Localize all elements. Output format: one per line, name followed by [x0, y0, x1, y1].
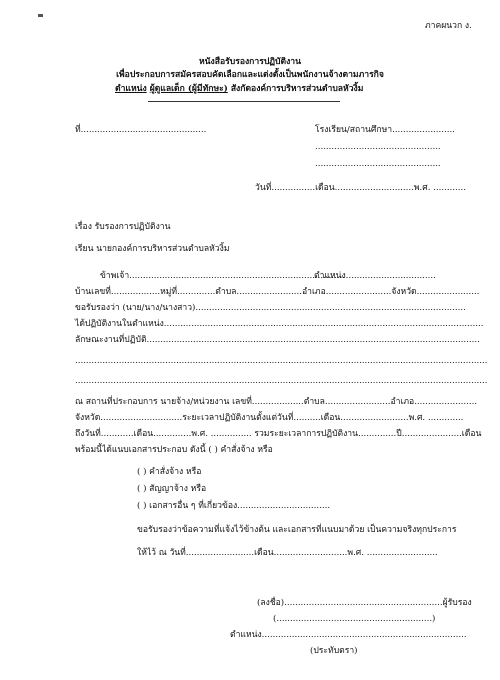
body-line-4: ได้ปฏิบัติงานในตำแหน่ง..................................................................................................................... [75, 319, 484, 329]
body-line-11: พร้อมนี้ได้แนบเอกสารประกอบ ดังนี้ ( ) คำสั่งจ้าง หรือ [75, 445, 273, 455]
letter-date: วันที่................เดือน.............................พ.ศ. ............ [255, 183, 466, 193]
signer-position: ตำแหน่ง........................................................................... [230, 630, 467, 640]
scan-mark [38, 14, 43, 17]
body-line-7: ....................................................................................................................................................... [75, 376, 488, 386]
signature-line: (ลงชื่อ)..........................................................ผู้รับรอง [257, 598, 472, 608]
body-line-6: ....................................................................................................................................................... [75, 356, 488, 366]
org-name: สังกัดองค์การบริหารส่วนตำบลหัวงิ้ม [230, 84, 364, 94]
position-value: ผู้ดูแลเด็ก (ผู้มีทักษะ) [149, 84, 228, 94]
position-label: ตำแหน่ง [115, 84, 147, 94]
body-line-3: ขอรับรองว่า (นาย/นาง/นางสาว)................................................................................................... [75, 303, 466, 313]
address-blank-1: .............................................. [315, 142, 441, 152]
official-stamp-label: (ประทับตรา) [310, 646, 358, 656]
certify-statement: ขอรับรองว่าข้อความที่แจ้งไว้ข้างต้น และเอกสารที่แนบมาด้วย เป็นความจริงทุกประการ [137, 525, 457, 535]
attachment-contract-checkbox[interactable]: ( ) สัญญาจ้าง หรือ [137, 484, 207, 494]
address-at: ที่.............................................. [75, 125, 207, 135]
document-subtitle: เพื่อประกอบการสมัครสอบคัดเลือกและแต่งตั้งเป็นพนักงานจ้างตามภารกิจ [116, 70, 384, 80]
document-title: หนังสือรับรองการปฏิบัติงาน [199, 57, 301, 67]
attachment-order-checkbox[interactable]: ( ) คำสั่งจ้าง หรือ [137, 467, 202, 477]
body-line-10: ถึงวันที่............เดือน..............พ.ศ. ............... รวมระยะเวลาการปฏิบัติงาน..............ปี......................เดือน [75, 429, 482, 439]
body-line-2: บ้านเลขที่..................หมู่ที่..............ตำบล........................อำเภอ........................จังหวัด....................... [75, 287, 480, 297]
address-blank-2: .............................................. [315, 159, 441, 169]
appendix-label: ภาคผนวก ง. [425, 21, 472, 31]
body-line-9: จังหวัด..............................ระยะเวลาปฏิบัติงานตั้งแต่วันที่..........เดือน.........................พ.ศ. ............. [75, 413, 464, 423]
address-school: โรงเรียน/สถานศึกษา....................... [315, 125, 455, 135]
body-line-1a: ข้าพเจ้า............................................................................... [100, 271, 345, 281]
attachment-other-checkbox[interactable]: ( ) เอกสารอื่น ๆ ที่เกี่ยวข้อง.................................. [137, 501, 331, 511]
body-line-5: ลักษณะงานที่ปฏิบัติ.......................................................................................................................... [75, 335, 480, 345]
position-line [115, 84, 363, 95]
subject: เรื่อง รับรองการปฏิบัติงาน [75, 222, 171, 232]
header-divider [148, 101, 340, 102]
body-line-8: ณ สถานที่ประกอบการ นายจ้าง/หน่วยงาน เลขที่...................ตำบล........................อำเภอ....................... [75, 397, 478, 407]
body-line-1b: ตำแหน่ง................................. [314, 271, 436, 281]
signer-name: (.........................................................) [273, 614, 436, 624]
given-date: ให้ไว้ ณ วันที่.........................เดือน...........................พ.ศ. .......................... [137, 548, 438, 558]
recipient: เรียน นายกองค์การบริหารส่วนตำบลหัวงิ้ม [75, 244, 230, 254]
